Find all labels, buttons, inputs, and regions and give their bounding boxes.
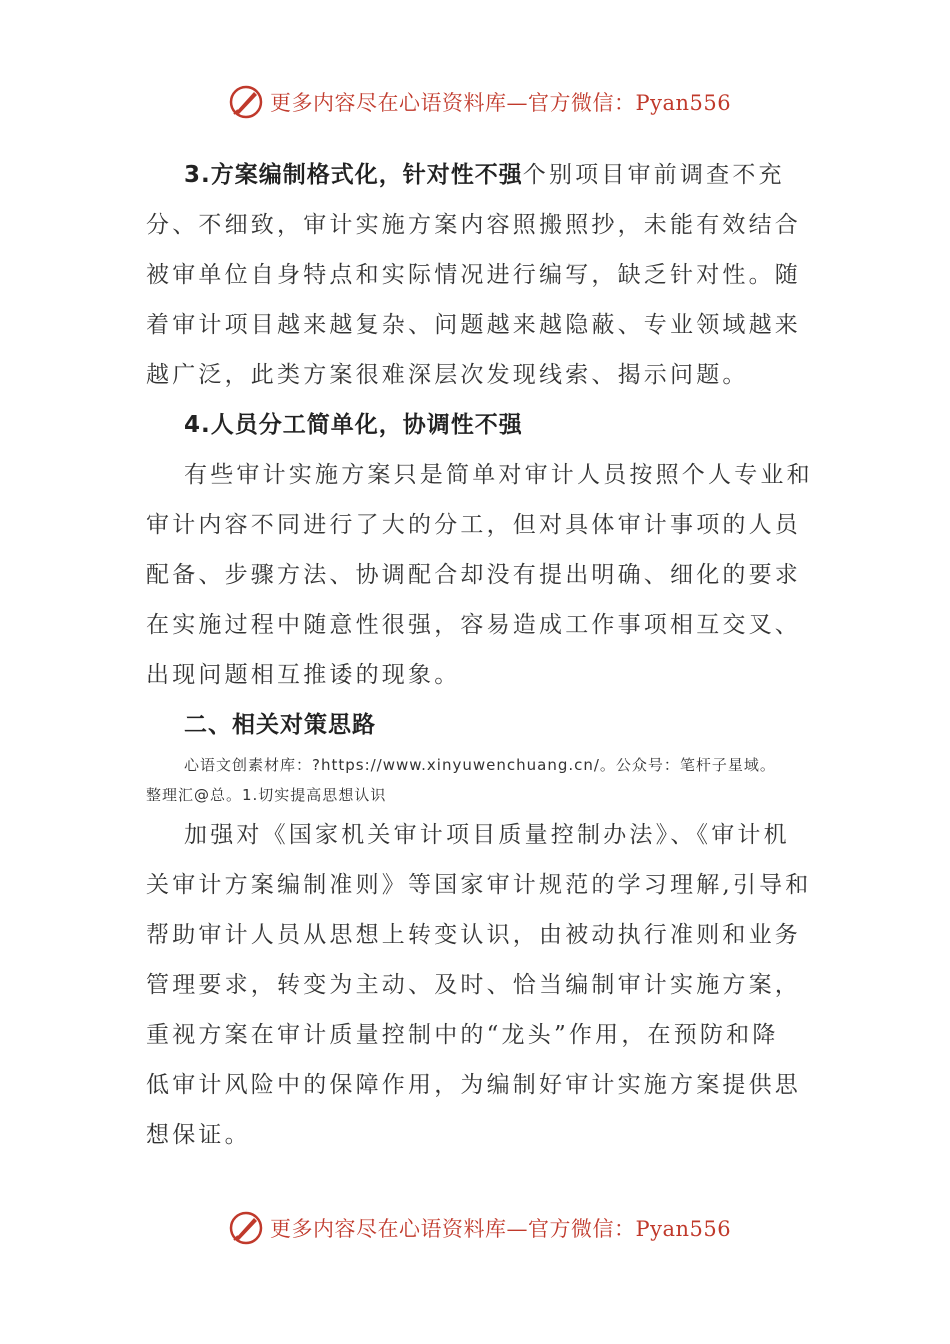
para4-heading: 4.人员分工简单化，协调性不强 [184,412,523,438]
source-note-line1: 心语文创素材库：?https://www.xinyuwenchuang.cn/。公众号：笔杆子星域。 [184,756,776,774]
para3-first-line [146,150,810,200]
header-banner [228,82,748,122]
document-body [146,150,813,1160]
para5-line: 加强对《国家机关审计项目质量控制办法》、《审计机 [184,822,790,848]
para5-line: 关审计方案编制准则》等国家审计规范的学习理解,引导和 [146,872,812,898]
para4-line: 出现问题相互推诿的现象。 [146,662,461,688]
para5-line: 想保证。 [146,1122,251,1148]
para4-line: 配备、步骤方法、协调配合却没有提出明确、细化的要求 [146,562,801,588]
para5-line: 重视方案在审计质量控制中的“龙头”作用，在预防和降 [146,1022,779,1048]
quill-logo-icon [228,84,264,120]
para3-line: 被审单位自身特点和实际情况进行编写，缺乏针对性。随 [146,262,801,288]
para5-line: 管理要求，转变为主动、及时、恰当编制审计实施方案， [146,972,801,998]
source-note-line2: 整理汇@总。1.切实提高思想认识 [146,786,387,804]
para3-line: 着审计项目越来越复杂、问题越来越隐蔽、专业领域越来 [146,312,801,338]
para3-line: 越广泛，此类方案很难深层次发现线索、揭示问题。 [146,362,749,388]
footer-banner [228,1208,748,1248]
para5-line: 帮助审计人员从思想上转变认识，由被动执行准则和业务 [146,922,801,948]
section2-heading: 二、相关对策思路 [184,712,376,738]
para3-line: 分、不细致，审计实施方案内容照搬照抄，未能有效结合 [146,212,801,238]
para4-line: 审计内容不同进行了大的分工，但对具体审计事项的人员 [146,512,801,538]
para4-line: 在实施过程中随意性很强，容易造成工作事项相互交叉、 [146,612,801,638]
banner-text: 更多内容尽在心语资料库—官方微信：Pyan556 [270,91,732,115]
para5-line: 低审计风险中的保障作用，为编制好审计实施方案提供思 [146,1072,801,1098]
quill-logo-icon [228,1210,264,1246]
banner-text: 更多内容尽在心语资料库—官方微信：Pyan556 [270,1217,732,1241]
para3-line1-rest: 个别项目审前调查不充 [522,162,785,188]
para3-heading: 3.方案编制格式化，针对性不强 [184,162,523,188]
para4-line: 有些审计实施方案只是简单对审计人员按照个人专业和 [184,462,813,488]
